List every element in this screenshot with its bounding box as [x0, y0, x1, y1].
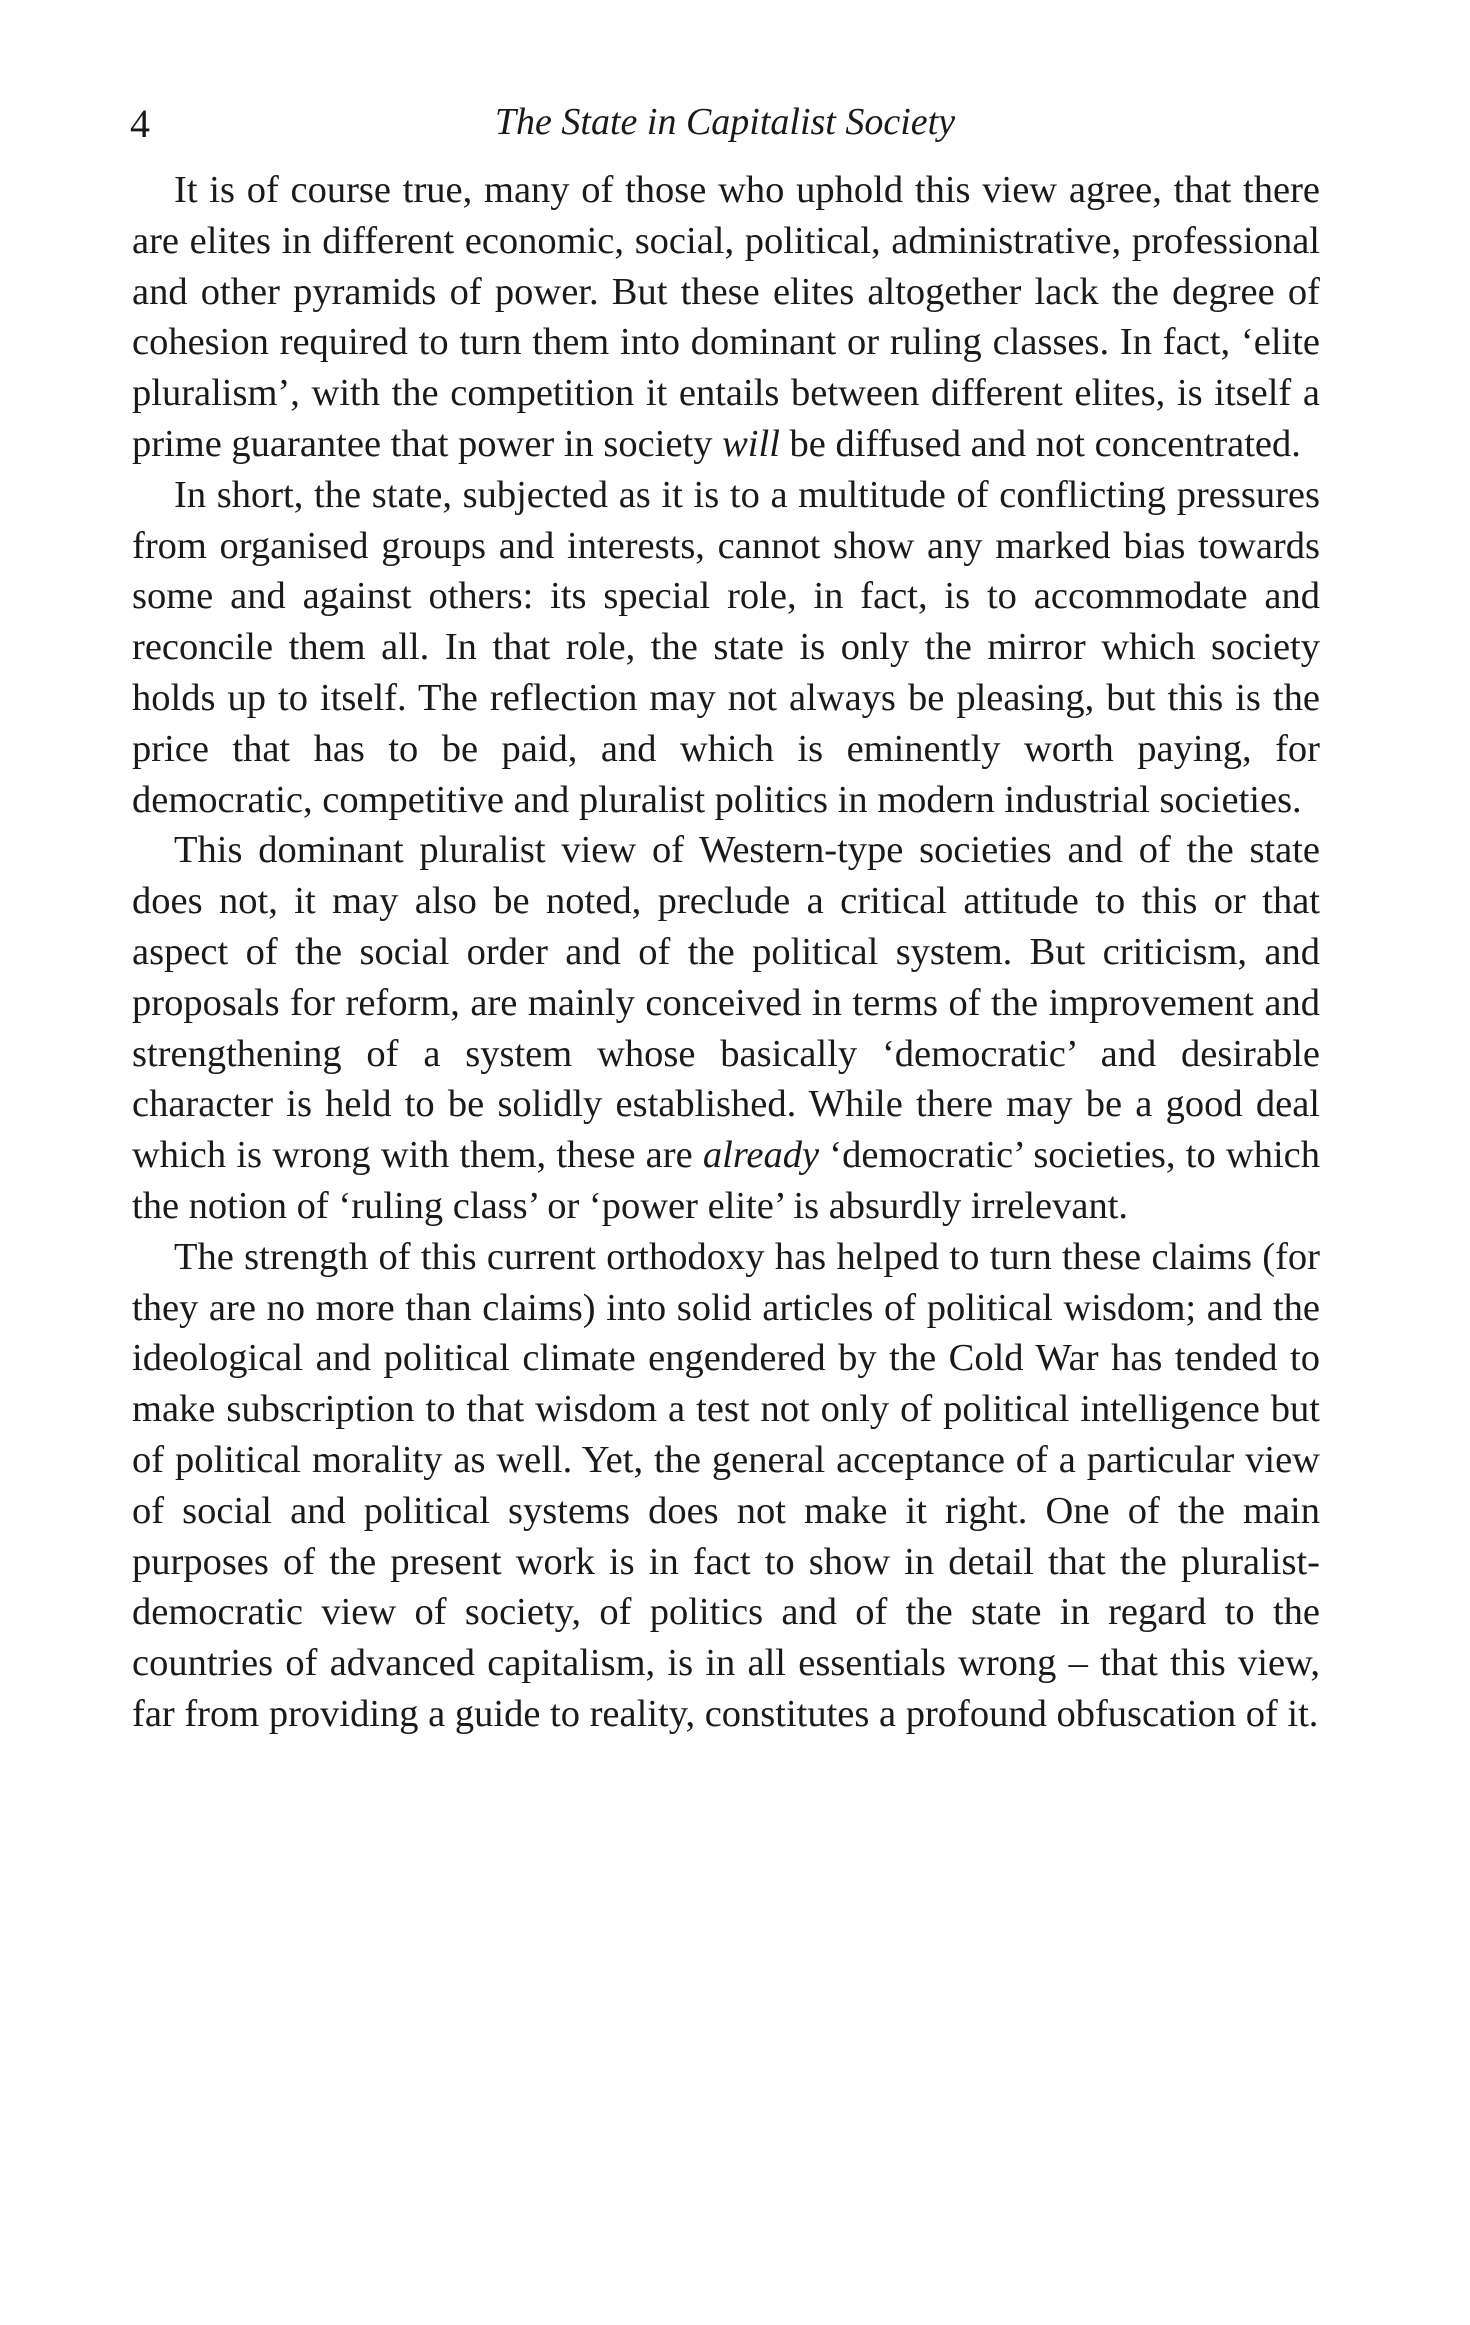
text-run: ‘democratic’ societies, to which the notion of ‘ruling class’ or ‘power elite’ is absurdly irrelevant. [132, 1134, 1321, 1227]
paragraph-3 [132, 825, 1320, 1231]
text-run: In short, the state, subjected as it is to a multitude of conflicting pressures from organised groups and interests, cannot show any marked bias towards some and against others: its special role, in fact, is to accommodate and reconcile them all. In that role, the state is only the mirror which society holds up to itself. The reflection may not always be pleasing, but this is the price that has to be paid, and which is eminently worth paying, for democratic, competitive and pluralist politics in modern industrial societies. [132, 473, 1320, 821]
body-text [132, 165, 1320, 1740]
emphasis-will: will [722, 422, 780, 465]
emphasis-already: already [702, 1134, 820, 1177]
running-title: The State in Capitalist Society [494, 101, 956, 143]
text-run: This dominant pluralist view of Western-type societies and of the state does not, it may also be noted, preclude a critical attitude to this or that aspect of the social order and of the political system. But criticism, and proposals for reform, are mainly conceived in terms of the improvement and strengthening of a system whose basically ‘democratic’ and desirable character is held to be solidly established. While there may be a good deal which is wrong with them, these are [132, 829, 1320, 1177]
page-number: 4 [130, 101, 150, 146]
paragraph-4 [132, 1232, 1320, 1740]
running-head [130, 100, 1320, 150]
text-run: The strength of this current orthodoxy has helped to turn these claims (for they are no more than claims) into solid articles of political wisdom; and the ideological and political climate engendered by the Cold War has tended to make subscription to that wisdom a test not only of political intelligence but of political morality as well. Yet, the general acceptance of a particular view of social and political systems does not make it right. One of the main purposes of the present work is in fact to show in detail that the pluralist-democratic view of society, of politics and of the state in regard to the countries of advanced capitalism, is in all essentials wrong – that this view, far from providing a guide to reality, constitutes a profound obfuscation of it. [132, 1235, 1320, 1735]
paragraph-2 [132, 470, 1320, 826]
text-run: It is of course true, many of those who uphold this view agree, that there are elites in different economic, social, political, administrative, professional and other pyramids of power. But these elites altogether lack the degree of cohesion required to turn them into dominant or ruling classes. In fact, ‘elite pluralism’, with the competition it entails between different elites, is itself a prime guarantee that power in society [132, 169, 1320, 465]
paragraph-1 [132, 165, 1320, 470]
text-run: be diffused and not concentrated. [779, 422, 1301, 465]
